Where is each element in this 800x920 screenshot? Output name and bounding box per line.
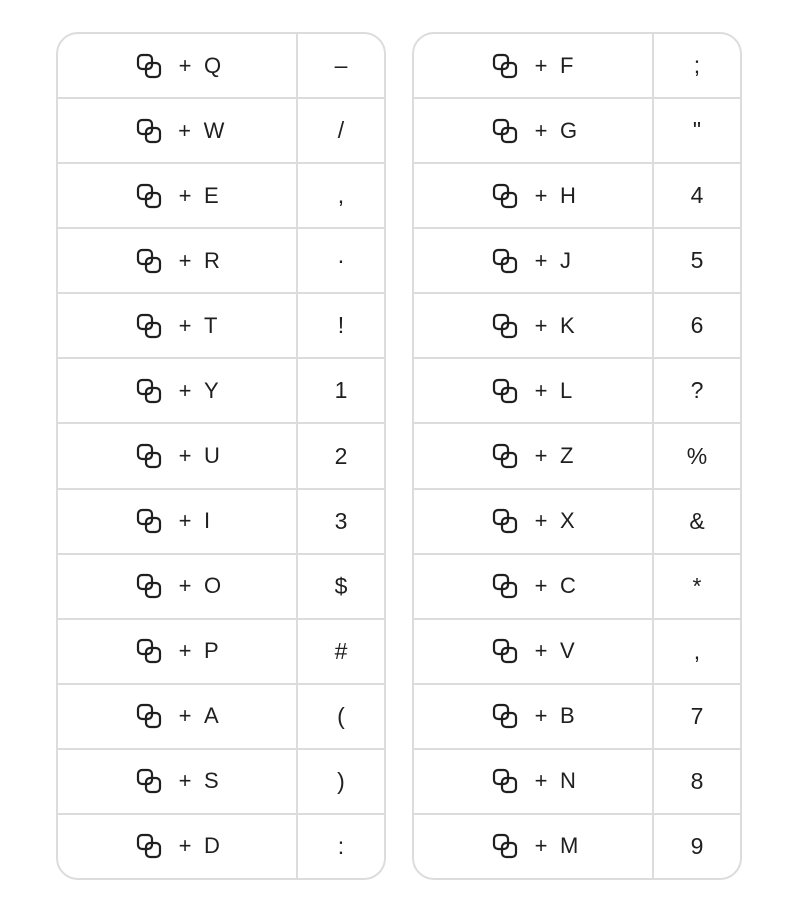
key-combo-cell — [58, 359, 298, 422]
modifier-key-icon — [136, 768, 162, 794]
shortcut-row — [58, 750, 384, 815]
letter-key: A — [204, 703, 219, 729]
output-character: 4 — [690, 182, 704, 209]
shortcut-row — [414, 815, 740, 878]
output-character: ) — [337, 767, 345, 794]
letter-key: W — [203, 117, 225, 143]
modifier-key-icon — [136, 248, 162, 274]
plus-sign: + — [534, 768, 548, 794]
letter-key: O — [204, 573, 222, 599]
letter-key: I — [204, 508, 211, 534]
plus-sign: + — [178, 573, 192, 599]
shortcut-row — [414, 750, 740, 815]
key-combo-cell — [58, 620, 298, 683]
output-character: / — [337, 117, 345, 144]
modifier-key-icon — [136, 313, 162, 339]
output-character: ( — [337, 702, 345, 729]
output-character: 7 — [690, 702, 704, 729]
key-combo-cell — [414, 164, 654, 227]
key-combo-cell — [58, 294, 298, 357]
modifier-key-icon — [136, 508, 162, 534]
shortcut-row — [414, 34, 740, 99]
shortcut-table-left — [56, 32, 386, 880]
key-combo-cell — [58, 164, 298, 227]
modifier-key-icon — [492, 378, 518, 404]
output-character: , — [337, 182, 345, 209]
plus-sign: + — [534, 52, 548, 78]
modifier-key-icon — [492, 638, 518, 664]
key-combo-cell — [414, 294, 654, 357]
shortcut-row — [414, 490, 740, 555]
modifier-key-icon — [492, 573, 518, 599]
shortcut-row — [58, 620, 384, 685]
output-character: 1 — [334, 377, 348, 404]
key-combo-cell — [58, 685, 298, 748]
key-combo-cell — [58, 229, 298, 292]
plus-sign: + — [178, 703, 192, 729]
modifier-key-icon — [136, 833, 162, 859]
plus-sign: + — [178, 247, 192, 273]
output-character: % — [686, 442, 708, 469]
letter-key: K — [560, 312, 575, 338]
shortcut-row — [414, 359, 740, 424]
letter-key: R — [204, 247, 220, 273]
modifier-key-icon — [492, 183, 518, 209]
output-character: $ — [334, 572, 348, 599]
modifier-key-icon — [136, 378, 162, 404]
output-character: 6 — [690, 312, 704, 339]
shortcut-row — [414, 620, 740, 685]
letter-key: F — [560, 52, 574, 78]
shortcut-row — [58, 359, 384, 424]
key-combo-cell — [414, 685, 654, 748]
letter-key: Z — [560, 443, 574, 468]
output-character: 9 — [690, 832, 704, 859]
key-combo-cell — [58, 815, 298, 878]
plus-sign: + — [178, 508, 192, 534]
plus-sign: + — [178, 638, 192, 664]
key-combo-cell — [414, 750, 654, 813]
output-character: 8 — [690, 767, 704, 794]
modifier-key-icon — [136, 118, 162, 144]
plus-sign: + — [534, 247, 548, 273]
key-combo-cell — [58, 750, 298, 813]
key-combo-cell — [414, 815, 654, 878]
output-character: · — [337, 247, 345, 274]
modifier-key-icon — [136, 183, 162, 209]
modifier-key-icon — [492, 248, 518, 274]
output-character: , — [693, 637, 701, 664]
plus-sign: + — [178, 52, 192, 78]
shortcut-row — [414, 164, 740, 229]
shortcut-row — [58, 164, 384, 229]
letter-key: J — [560, 247, 571, 273]
plus-sign: + — [178, 833, 192, 859]
plus-sign: + — [178, 443, 192, 468]
letter-key: T — [204, 312, 218, 338]
letter-key: Q — [204, 52, 222, 78]
letter-key: X — [560, 508, 575, 534]
shortcut-row — [58, 294, 384, 359]
modifier-key-icon — [136, 443, 162, 469]
output-character: # — [334, 637, 348, 664]
shortcut-row — [414, 294, 740, 359]
output-character: 2 — [334, 442, 348, 469]
shortcut-row — [58, 424, 384, 489]
key-combo-cell — [414, 359, 654, 422]
output-character: – — [334, 52, 348, 79]
modifier-key-icon — [492, 443, 518, 469]
letter-key: M — [560, 833, 579, 859]
modifier-key-icon — [492, 703, 518, 729]
output-character: * — [692, 572, 702, 599]
letter-key: G — [560, 117, 578, 143]
key-combo-cell — [414, 99, 654, 162]
shortcut-row — [414, 99, 740, 164]
output-character: ? — [690, 377, 704, 404]
modifier-key-icon — [492, 118, 518, 144]
plus-sign: + — [534, 443, 548, 468]
shortcut-row — [58, 229, 384, 294]
output-character: 3 — [334, 507, 348, 534]
letter-key: N — [560, 768, 576, 794]
shortcut-row — [414, 685, 740, 750]
plus-sign: + — [178, 182, 192, 208]
plus-sign: + — [178, 117, 192, 143]
plus-sign: + — [534, 573, 548, 599]
plus-sign: + — [534, 508, 548, 534]
key-combo-cell — [414, 34, 654, 97]
key-combo-cell — [414, 555, 654, 618]
shortcut-row — [58, 685, 384, 750]
key-combo-cell — [414, 490, 654, 553]
letter-key: H — [560, 182, 576, 208]
shortcut-row — [58, 555, 384, 620]
modifier-key-icon — [136, 53, 162, 79]
key-combo-cell — [58, 424, 298, 487]
key-combo-cell — [58, 490, 298, 553]
letter-key: S — [204, 768, 219, 794]
letter-key: L — [560, 377, 573, 403]
key-combo-cell — [58, 99, 298, 162]
plus-sign: + — [534, 833, 548, 859]
modifier-key-icon — [492, 53, 518, 79]
modifier-key-icon — [136, 703, 162, 729]
output-character: & — [689, 507, 705, 534]
letter-key: V — [560, 638, 575, 664]
plus-sign: + — [178, 312, 192, 338]
shortcut-row — [414, 229, 740, 294]
key-combo-cell — [58, 34, 298, 97]
output-character: ! — [337, 312, 345, 339]
modifier-key-icon — [492, 833, 518, 859]
key-combo-cell — [414, 620, 654, 683]
modifier-key-icon — [492, 768, 518, 794]
letter-key: P — [204, 638, 219, 664]
modifier-key-icon — [492, 508, 518, 534]
shortcut-row — [58, 815, 384, 878]
letter-key: Y — [204, 377, 219, 403]
plus-sign: + — [178, 768, 192, 794]
letter-key: U — [204, 443, 220, 468]
plus-sign: + — [534, 117, 548, 143]
output-character: ; — [693, 52, 701, 79]
key-combo-cell — [414, 424, 654, 487]
plus-sign: + — [534, 312, 548, 338]
shortcut-row — [414, 555, 740, 620]
letter-key: B — [560, 703, 575, 729]
key-combo-cell — [414, 229, 654, 292]
letter-key: E — [204, 182, 219, 208]
plus-sign: + — [534, 638, 548, 664]
shortcut-row — [58, 490, 384, 555]
plus-sign: + — [534, 703, 548, 729]
modifier-key-icon — [136, 573, 162, 599]
output-character: " — [692, 117, 702, 144]
shortcut-row — [58, 99, 384, 164]
shortcut-row — [58, 34, 384, 99]
shortcut-table-right — [412, 32, 742, 880]
letter-key: C — [560, 573, 576, 599]
key-combo-cell — [58, 555, 298, 618]
plus-sign: + — [534, 182, 548, 208]
output-character: 5 — [690, 247, 704, 274]
output-character: : — [337, 832, 345, 859]
modifier-key-icon — [136, 638, 162, 664]
letter-key: D — [204, 833, 220, 859]
shortcut-row — [414, 424, 740, 489]
plus-sign: + — [534, 377, 548, 403]
modifier-key-icon — [492, 313, 518, 339]
plus-sign: + — [178, 377, 192, 403]
